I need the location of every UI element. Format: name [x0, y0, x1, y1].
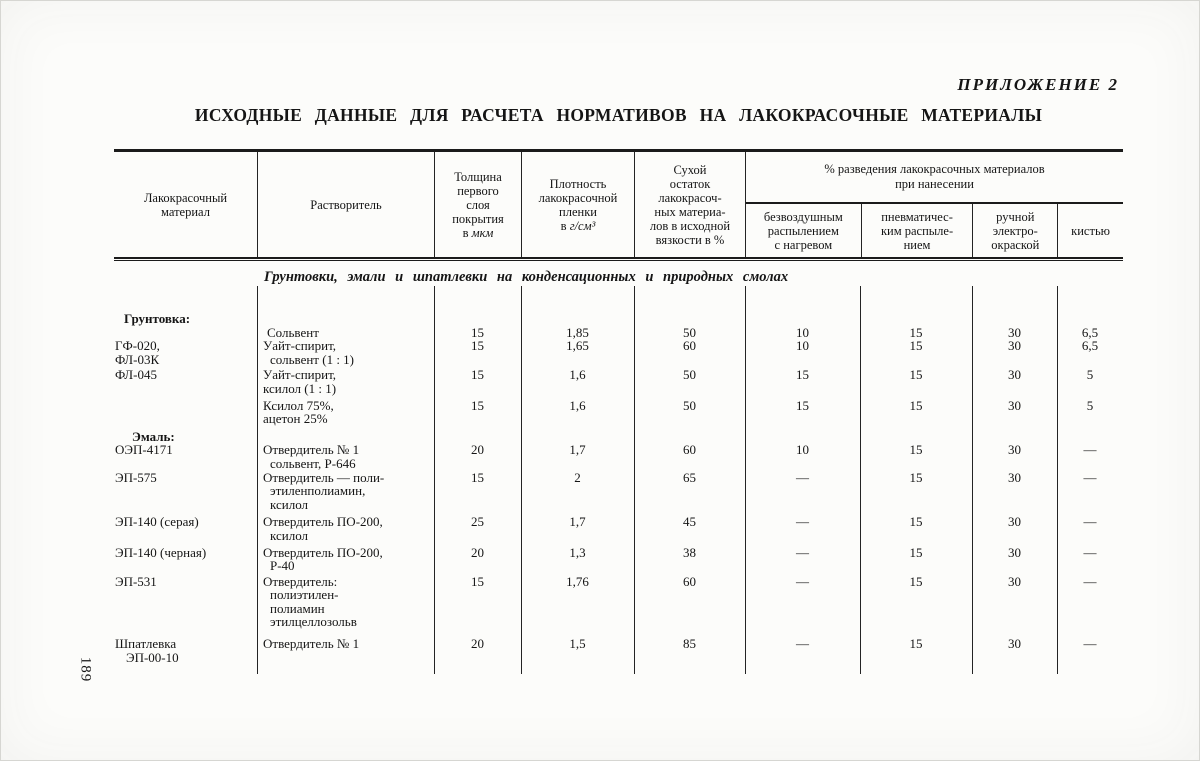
value-cell-brush: [1057, 382, 1123, 396]
value-cell-airless_spray: [745, 353, 860, 367]
solvent-cell: [257, 430, 434, 444]
value-cell-thickness: [434, 412, 521, 426]
column-separator: [860, 286, 861, 674]
solvent-cell: Сольвент: [267, 324, 319, 340]
value-cell-brush: [1057, 651, 1123, 665]
value-cell-electro_paint: 30: [1008, 442, 1021, 458]
value-cell-dry_residue: [634, 588, 745, 602]
value-cell-thickness: 20: [471, 636, 484, 652]
solvent-cell: ксилол (1 : 1): [263, 380, 337, 396]
value-cell-airless_spray: [745, 615, 860, 629]
material-cell: ГФ-020,: [115, 338, 160, 354]
value-cell-dry_residue: [634, 484, 745, 498]
value-cell-pneumatic_spray: [860, 382, 972, 396]
value-cell-density: [521, 602, 634, 616]
value-cell-electro_paint: [972, 529, 1057, 543]
value-cell-pneumatic_spray: [860, 312, 972, 326]
value-cell-brush: 6,5: [1081, 338, 1099, 354]
value-cell-electro_paint: 30: [1008, 544, 1021, 560]
value-cell-brush: 5: [1086, 367, 1094, 383]
value-cell-brush: —: [1083, 514, 1097, 530]
value-cell-density: 1,3: [569, 544, 586, 560]
material-cell: [114, 529, 257, 543]
solvent-cell: ксилол: [270, 496, 309, 512]
value-cell-electro_paint: [972, 412, 1057, 426]
solvent-cell: Ксилол 75%,: [263, 397, 334, 413]
value-cell-thickness: [434, 529, 521, 543]
value-cell-brush: —: [1083, 544, 1097, 560]
value-cell-airless_spray: —: [796, 573, 809, 589]
value-cell-airless_spray: —: [796, 514, 809, 530]
value-cell-electro_paint: 30: [1008, 573, 1021, 589]
header-group-dilution: [745, 152, 1123, 257]
header-cell-label: Растворитель: [310, 197, 382, 212]
value-cell-brush: [1057, 498, 1123, 512]
value-cell-brush: [1057, 529, 1123, 543]
material-cell: [114, 412, 257, 426]
header-cell-airless_spray: [746, 204, 861, 257]
column-separator: [434, 286, 435, 674]
material-cell: ЭП-00-10: [126, 649, 179, 665]
value-cell-brush: —: [1083, 442, 1097, 458]
value-cell-pneumatic_spray: [860, 529, 972, 543]
column-separator: [634, 286, 635, 674]
value-cell-density: 1,76: [566, 573, 589, 589]
value-cell-dry_residue: [634, 498, 745, 512]
value-cell-airless_spray: [745, 412, 860, 426]
column-separator: [257, 286, 258, 674]
material-cell: [114, 382, 257, 396]
value-cell-electro_paint: 30: [1008, 514, 1021, 530]
value-cell-density: [521, 353, 634, 367]
solvent-cell: Отвердитель:: [263, 573, 338, 589]
value-cell-dry_residue: 45: [683, 514, 696, 530]
value-cell-pneumatic_spray: 15: [909, 514, 923, 530]
value-cell-pneumatic_spray: [860, 484, 972, 498]
value-cell-density: 1,7: [569, 442, 586, 458]
header-cell-label: пневматичес- ким распыле- нием: [880, 209, 954, 252]
value-cell-pneumatic_spray: 15: [909, 544, 923, 560]
value-cell-thickness: [434, 498, 521, 512]
value-cell-density: [521, 615, 634, 629]
value-cell-dry_residue: 38: [683, 544, 696, 560]
header-cell-pneumatic_spray: [861, 204, 973, 257]
solvent-cell: Отвердитель ПО-200,: [263, 544, 383, 560]
value-cell-brush: [1057, 615, 1123, 629]
material-cell: ЭП-140 (черная): [115, 544, 207, 560]
value-cell-brush: [1057, 457, 1123, 471]
value-cell-airless_spray: [745, 529, 860, 543]
value-cell-airless_spray: —: [796, 636, 809, 652]
table-body: [114, 286, 1123, 674]
value-cell-thickness: 20: [471, 544, 484, 560]
value-cell-electro_paint: [972, 651, 1057, 665]
solvent-cell: Р-40: [270, 558, 295, 574]
value-cell-airless_spray: 10: [796, 324, 809, 340]
value-cell-dry_residue: [634, 602, 745, 616]
header-cell-label: кистью: [1071, 223, 1110, 238]
value-cell-electro_paint: 30: [1008, 636, 1021, 652]
value-cell-pneumatic_spray: [860, 353, 972, 367]
material-cell: [114, 399, 257, 413]
value-cell-electro_paint: [972, 353, 1057, 367]
value-cell-density: 1,6: [569, 367, 586, 383]
column-separator: [521, 286, 522, 674]
value-cell-pneumatic_spray: [860, 457, 972, 471]
value-cell-brush: —: [1083, 469, 1097, 485]
material-cell: [114, 457, 257, 471]
value-cell-electro_paint: [972, 312, 1057, 326]
table-header-row: [114, 149, 1123, 259]
solvent-cell: этилцеллозольв: [270, 614, 357, 630]
value-cell-airless_spray: [745, 484, 860, 498]
value-cell-electro_paint: [972, 457, 1057, 471]
value-cell-pneumatic_spray: 15: [909, 469, 923, 485]
value-cell-airless_spray: [745, 651, 860, 665]
header-cell-label: Лакокрасочный материал: [143, 190, 228, 219]
value-cell-density: [521, 457, 634, 471]
value-cell-pneumatic_spray: [860, 430, 972, 444]
value-cell-density: 2: [574, 469, 581, 485]
value-cell-electro_paint: 30: [1008, 324, 1021, 340]
unit-label: мкм: [471, 225, 494, 240]
value-cell-airless_spray: 15: [796, 397, 809, 413]
value-cell-dry_residue: 60: [683, 338, 696, 354]
material-cell: [114, 559, 257, 573]
header-group-columns: [746, 204, 1123, 257]
value-cell-density: [521, 559, 634, 573]
value-cell-dry_residue: [634, 559, 745, 573]
header-cell-label: безвоздушным распылением с нагревом: [763, 209, 843, 252]
document-title: ИСХОДНЫЕ ДАННЫЕ ДЛЯ РАСЧЕТА НОРМАТИВОВ НА ЛАКОКРАСОЧНЫЕ МАТЕРИАЛЫ: [194, 105, 1043, 125]
material-cell: [114, 602, 257, 616]
value-cell-density: [521, 312, 634, 326]
value-cell-density: [521, 430, 634, 444]
value-cell-airless_spray: [745, 457, 860, 471]
column-separator: [972, 286, 973, 674]
value-cell-electro_paint: [972, 602, 1057, 616]
value-cell-brush: [1057, 312, 1123, 326]
value-cell-pneumatic_spray: 15: [909, 367, 923, 383]
material-cell: [114, 498, 257, 512]
value-cell-dry_residue: [634, 651, 745, 665]
header-cell-material: [114, 152, 257, 257]
value-cell-airless_spray: —: [796, 544, 809, 560]
value-cell-electro_paint: [972, 615, 1057, 629]
solvent-cell: [257, 651, 434, 665]
value-cell-electro_paint: [972, 430, 1057, 444]
value-cell-electro_paint: [972, 588, 1057, 602]
solvent-cell: этиленполиамин,: [270, 483, 366, 499]
value-cell-dry_residue: [634, 412, 745, 426]
solvent-cell: Уайт-спирит,: [263, 367, 337, 383]
value-cell-dry_residue: 60: [683, 573, 696, 589]
material-cell: Шпатлевка: [115, 636, 177, 652]
value-cell-thickness: [434, 312, 521, 326]
value-cell-density: 1,85: [566, 324, 589, 340]
value-cell-thickness: 25: [471, 514, 484, 530]
material-cell: ОЭП-4171: [115, 442, 173, 458]
value-cell-brush: [1057, 602, 1123, 616]
value-cell-dry_residue: 65: [683, 469, 696, 485]
value-cell-brush: [1057, 353, 1123, 367]
material-cell: ЭП-575: [115, 469, 157, 485]
value-cell-airless_spray: [745, 602, 860, 616]
value-cell-dry_residue: [634, 353, 745, 367]
value-cell-thickness: 15: [471, 338, 484, 354]
header-cell-solvent: [257, 152, 434, 257]
value-cell-pneumatic_spray: 15: [909, 338, 923, 354]
value-cell-pneumatic_spray: [860, 602, 972, 616]
value-cell-pneumatic_spray: 15: [909, 636, 923, 652]
value-cell-electro_paint: 30: [1008, 469, 1021, 485]
value-cell-thickness: [434, 484, 521, 498]
value-cell-dry_residue: [634, 529, 745, 543]
value-cell-dry_residue: [634, 615, 745, 629]
value-cell-dry_residue: [634, 430, 745, 444]
value-cell-dry_residue: [634, 457, 745, 471]
value-cell-density: [521, 484, 634, 498]
solvent-cell: сольвент (1 : 1): [270, 351, 355, 367]
value-cell-pneumatic_spray: [860, 498, 972, 512]
value-cell-brush: —: [1083, 573, 1097, 589]
header-cell-label: ручной электро- окраской: [991, 209, 1040, 252]
value-cell-dry_residue: 50: [683, 367, 696, 383]
page-number: 189: [77, 656, 94, 683]
material-cell: ЭП-140 (серая): [115, 514, 199, 530]
material-cell: ФЛ-045: [115, 367, 157, 383]
value-cell-pneumatic_spray: 15: [909, 397, 923, 413]
solvent-cell: полиэтилен-: [270, 587, 339, 603]
material-cell: [114, 326, 257, 340]
solvent-cell: ксилол: [270, 527, 309, 543]
solvent-cell: Отвердитель № 1: [263, 442, 360, 458]
value-cell-thickness: [434, 382, 521, 396]
header-cell-label: Сухой остаток лакокрасоч- ных материа- лов в исходной вязкости в %: [649, 162, 731, 247]
value-cell-thickness: [434, 430, 521, 444]
value-cell-dry_residue: 50: [683, 397, 696, 413]
value-cell-density: 1,6: [569, 397, 586, 413]
value-cell-pneumatic_spray: [860, 588, 972, 602]
value-cell-thickness: 20: [471, 442, 484, 458]
value-cell-density: [521, 498, 634, 512]
value-cell-thickness: 15: [471, 397, 484, 413]
material-cell: [114, 588, 257, 602]
value-cell-thickness: 15: [471, 573, 484, 589]
value-cell-density: 1,7: [569, 514, 586, 530]
value-cell-dry_residue: [634, 382, 745, 396]
section-title: Грунтовки, эмали и шпатлевки на конденсационных и природных смолах: [264, 269, 789, 285]
value-cell-thickness: 15: [471, 469, 484, 485]
value-cell-electro_paint: [972, 484, 1057, 498]
solvent-cell: ацетон 25%: [263, 411, 328, 427]
value-cell-pneumatic_spray: 15: [909, 324, 923, 340]
value-cell-brush: [1057, 559, 1123, 573]
header-cell-electro_paint: [972, 204, 1057, 257]
value-cell-dry_residue: 85: [683, 636, 696, 652]
value-cell-dry_residue: 60: [683, 442, 696, 458]
material-cell: ЭП-531: [115, 573, 157, 589]
value-cell-pneumatic_spray: [860, 559, 972, 573]
solvent-cell: полиамин: [270, 600, 325, 616]
value-cell-density: [521, 651, 634, 665]
header-cell-label: Плотность лакокрасочной пленки в г/см³: [538, 176, 618, 233]
value-cell-airless_spray: [745, 559, 860, 573]
value-cell-density: [521, 412, 634, 426]
value-cell-brush: [1057, 430, 1123, 444]
value-cell-density: [521, 588, 634, 602]
value-cell-density: [521, 529, 634, 543]
solvent-cell: Отвердитель ПО-200,: [263, 514, 383, 530]
value-cell-pneumatic_spray: [860, 412, 972, 426]
header-cell-density: [521, 152, 634, 257]
value-cell-airless_spray: [745, 498, 860, 512]
solvent-cell: [257, 312, 434, 326]
solvent-cell: Уайт-спирит,: [263, 338, 337, 354]
value-cell-brush: 5: [1086, 397, 1094, 413]
value-cell-density: 1,5: [569, 636, 586, 652]
value-cell-brush: —: [1083, 636, 1097, 652]
value-cell-thickness: [434, 602, 521, 616]
value-cell-thickness: [434, 457, 521, 471]
data-table: [114, 149, 1123, 674]
value-cell-airless_spray: [745, 588, 860, 602]
value-cell-airless_spray: [745, 312, 860, 326]
value-cell-thickness: 15: [471, 367, 484, 383]
value-cell-brush: [1057, 588, 1123, 602]
header-cell-brush: [1057, 204, 1123, 257]
value-cell-thickness: [434, 615, 521, 629]
value-cell-thickness: [434, 559, 521, 573]
value-cell-airless_spray: —: [796, 469, 809, 485]
column-separator: [1057, 286, 1058, 674]
value-cell-pneumatic_spray: [860, 615, 972, 629]
value-cell-electro_paint: [972, 559, 1057, 573]
value-cell-thickness: [434, 651, 521, 665]
header-cell-thickness: [434, 152, 521, 257]
value-cell-electro_paint: 30: [1008, 338, 1021, 354]
unit-label: г/см³: [569, 218, 596, 233]
header-cell-label: Толщина первого слоя покрытия в мкм: [452, 169, 504, 240]
value-cell-density: [521, 382, 634, 396]
value-cell-electro_paint: 30: [1008, 367, 1021, 383]
value-cell-airless_spray: 10: [796, 442, 809, 458]
material-cell: Эмаль:: [132, 428, 175, 444]
column-separator: [745, 286, 746, 674]
value-cell-airless_spray: [745, 430, 860, 444]
value-cell-brush: [1057, 412, 1123, 426]
value-cell-airless_spray: 15: [796, 367, 809, 383]
value-cell-pneumatic_spray: 15: [909, 442, 923, 458]
solvent-cell: сольвент, Р-646: [270, 455, 356, 471]
header-underline: [114, 260, 1123, 261]
value-cell-electro_paint: 30: [1008, 397, 1021, 413]
value-cell-airless_spray: [745, 382, 860, 396]
value-cell-pneumatic_spray: [860, 651, 972, 665]
value-cell-airless_spray: 10: [796, 338, 809, 354]
value-cell-pneumatic_spray: 15: [909, 573, 923, 589]
material-cell: Грунтовка:: [124, 311, 191, 326]
material-cell: [114, 615, 257, 629]
material-cell: [114, 484, 257, 498]
value-cell-dry_residue: [634, 312, 745, 326]
value-cell-thickness: 15: [471, 324, 484, 340]
value-cell-thickness: [434, 588, 521, 602]
material-cell: ФЛ-03К: [115, 351, 160, 367]
solvent-cell: Отвердитель № 1: [263, 636, 360, 652]
appendix-label: ПРИЛОЖЕНИЕ 2: [957, 75, 1119, 94]
value-cell-thickness: [434, 353, 521, 367]
value-cell-electro_paint: [972, 382, 1057, 396]
solvent-cell: Отвердитель — поли-: [263, 469, 385, 485]
value-cell-dry_residue: 50: [683, 324, 696, 340]
value-cell-density: 1,65: [566, 338, 589, 354]
header-cell-dry_residue: [634, 152, 745, 257]
value-cell-brush: [1057, 484, 1123, 498]
header-group-title: % разведения лакокрасочных материалов при нанесении: [746, 152, 1123, 204]
value-cell-electro_paint: [972, 498, 1057, 512]
value-cell-brush: 6,5: [1081, 324, 1099, 340]
